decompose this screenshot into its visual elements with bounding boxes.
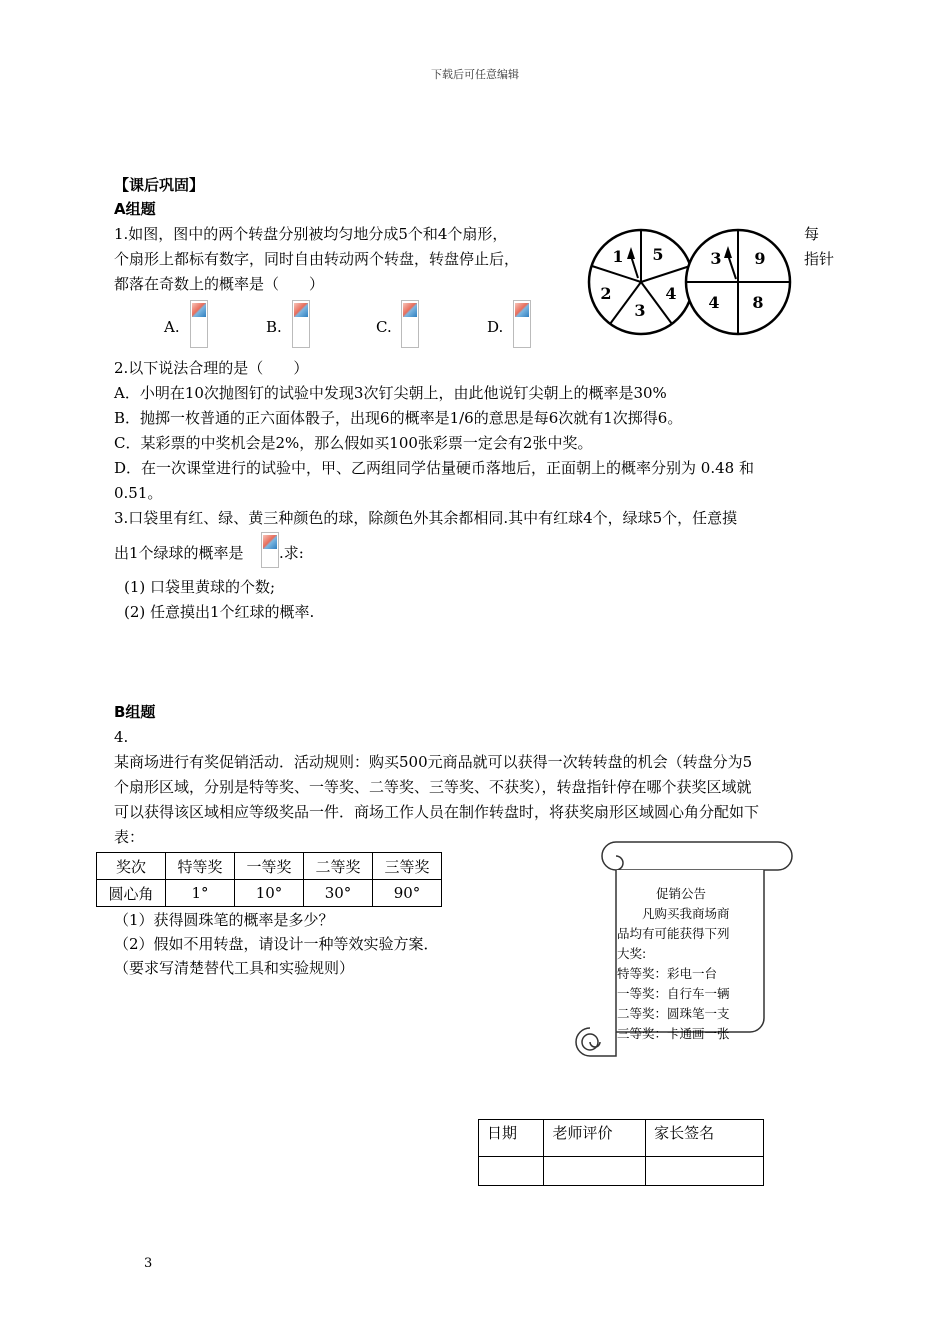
spinner-wheel-four (686, 230, 790, 334)
table-cell: 一等奖 (235, 853, 304, 880)
option-c-image-icon (401, 300, 419, 348)
option-a-image-icon (190, 300, 208, 348)
notice-prize-third: 三等奖：卡通画一张 (617, 1026, 730, 1041)
table-row (97, 853, 442, 880)
q3-sub1: (1) 口袋里黄球的个数; (124, 578, 276, 596)
q1-line1-end: 每 (804, 225, 820, 243)
q4-line2: 个扇形区域，分别是特等奖、一等奖、二等奖、三等奖、不获奖），转盘指针停在哪个获奖区域就 (114, 778, 752, 796)
q1-option-b: B. (266, 318, 282, 336)
date-cell (479, 1157, 544, 1186)
wheel2-num-3: 3 (710, 249, 722, 268)
q3-sub2: (2) 任意摸出1个红球的概率. (124, 603, 315, 621)
q1-line2-end: 指针 (804, 250, 835, 268)
q2-stem: 2.以下说法合理的是（ ） (114, 359, 309, 377)
table-row (97, 880, 442, 907)
table-row (479, 1120, 764, 1157)
table-cell: 三等奖 (373, 853, 442, 880)
q4-sub2: （2）假如不用转盘，请设计一种等效实验方案． (114, 935, 439, 953)
q1-option-c: C. (376, 318, 392, 336)
date-header: 日期 (479, 1120, 544, 1157)
wheel2-num-8: 8 (752, 293, 764, 312)
q4-line3: 可以获得该区域相应等级奖品一件．商场工作人员在制作转盘时，将获奖扇形区域圆心角分配如下 (114, 803, 760, 821)
table-cell: 30° (304, 880, 373, 907)
q1-line2: 个扇形上都标有数字，同时自由转动两个转盘，转盘停止后， (114, 250, 520, 268)
page-number: 3 (144, 1256, 153, 1271)
notice-prize-first: 一等奖：自行车一辆 (617, 986, 730, 1001)
q2-option-c: C．某彩票的中奖机会是2%，那么假如买100张彩票一定会有2张中奖。 (114, 434, 593, 452)
table-cell: 1° (166, 880, 235, 907)
spinner-wheel-five (589, 230, 693, 334)
table-cell: 圆心角 (97, 880, 166, 907)
teacher-comment-cell (544, 1157, 646, 1186)
teacher-comment-header: 老师评价 (544, 1120, 646, 1157)
q2-option-d-line2: 0.51。 (114, 484, 163, 502)
wheel1-num-3: 3 (634, 301, 646, 320)
table-cell: 奖次 (97, 853, 166, 880)
parent-signature-header: 家长签名 (646, 1120, 764, 1157)
section-title: 【课后巩固】 (114, 176, 205, 194)
q4-number: 4. (114, 728, 129, 746)
page-header: 下载后可任意编辑 (431, 68, 519, 81)
table-cell: 90° (373, 880, 442, 907)
notice-prize-special: 特等奖：彩电一台 (617, 966, 718, 981)
table-cell: 二等奖 (304, 853, 373, 880)
prize-angle-table (96, 852, 442, 907)
notice-body-line1: 凡购买我商场商 (642, 906, 730, 921)
wheel1-num-4: 4 (665, 284, 677, 303)
notice-title: 促销公告 (656, 886, 707, 901)
notice-body-line3: 大奖: (617, 946, 647, 961)
wheel2-num-4: 4 (708, 293, 720, 312)
q4-line1: 某商场进行有奖促销活动．活动规则：购买500元商品就可以获得一次转转盘的机会（转盘分为5 (114, 753, 753, 771)
wheel1-num-2: 2 (600, 284, 612, 303)
q2-option-a: A．小明在10次抛图钉的试验中发现3次钉尖朝上，由此他说钉尖朝上的概率是30% (114, 384, 667, 402)
q1-option-a: A. (164, 318, 180, 336)
q2-option-d-line1: D．在一次课堂进行的试验中，甲、乙两组同学估量硬币落地后，正面朝上的概率分别为 0.48 和 (114, 459, 754, 477)
wheel2-num-9: 9 (754, 249, 766, 268)
q4-sub3: （要求写清楚替代工具和实验规则） (114, 959, 355, 977)
fraction-image-icon (261, 532, 279, 568)
parent-signature-cell (646, 1157, 764, 1186)
group-b-title: B组题 (114, 703, 156, 721)
q1-option-d: D. (487, 318, 504, 336)
wheel1-num-5: 5 (652, 245, 664, 264)
spinner-wheels-figure (586, 226, 796, 338)
group-a-title: A组题 (114, 200, 156, 218)
signoff-table (478, 1119, 764, 1186)
option-b-image-icon (292, 300, 310, 348)
q1-line3: 都落在奇数上的概率是（ ） (114, 275, 325, 293)
q2-option-b: B．抛掷一枚普通的正六面体骰子，出现6的概率是1/6的意思是每6次就有1次掷得6。 (114, 409, 683, 427)
table-cell: 特等奖 (166, 853, 235, 880)
table-cell: 10° (235, 880, 304, 907)
q4-line4: 表： (114, 828, 145, 846)
q3-line1: 3.口袋里有红、绿、黄三种颜色的球，除颜色外其余都相同.其中有红球4个，绿球5个，任意摸 (114, 509, 738, 527)
q3-line2-a: 出1个绿球的概率是 (114, 544, 244, 562)
q1-line1: 1.如图，图中的两个转盘分别被均匀地分成5个和4个扇形， (114, 225, 508, 243)
q3-line2-b: .求: (279, 544, 304, 562)
wheel1-num-1: 1 (612, 247, 624, 266)
option-d-image-icon (513, 300, 531, 348)
notice-prize-second: 二等奖：圆珠笔一支 (617, 1006, 730, 1021)
table-row (479, 1157, 764, 1186)
notice-body-line2: 品均有可能获得下列 (617, 926, 730, 941)
q4-sub1: （1）获得圆珠笔的概率是多少？ (114, 911, 334, 929)
